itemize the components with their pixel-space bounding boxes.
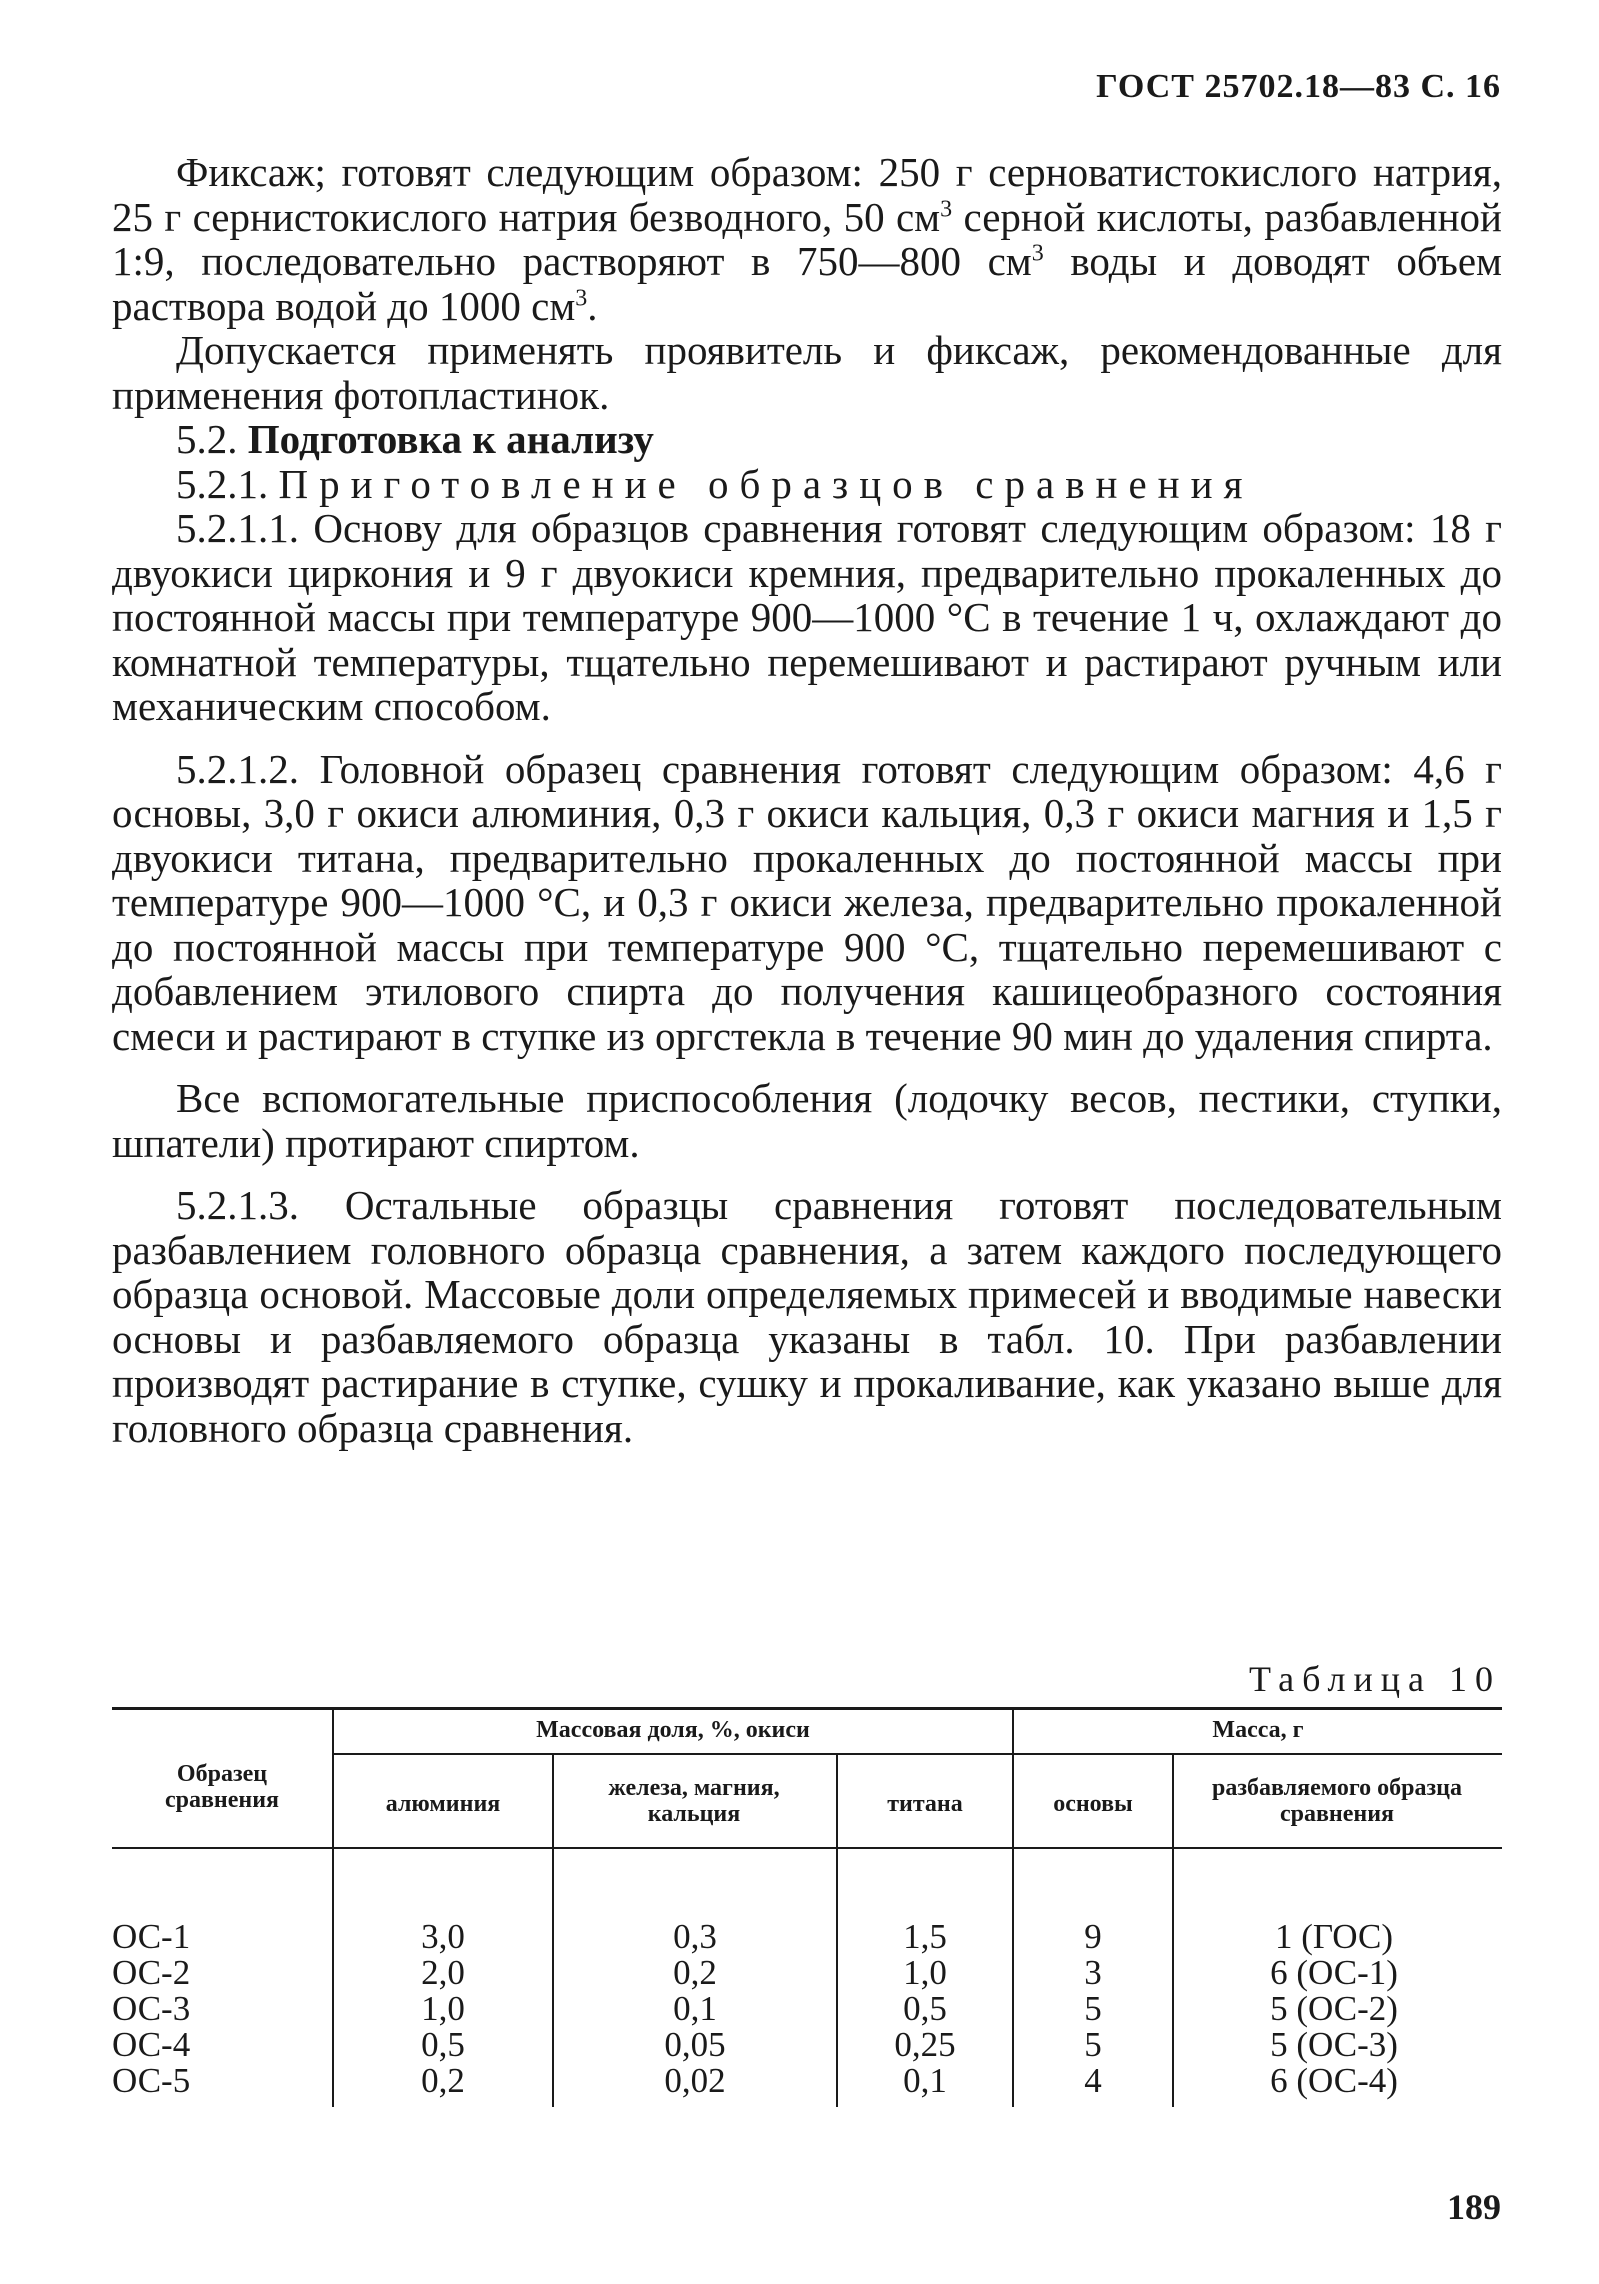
running-header: ГОСТ 25702.18—83 С. 16 <box>1096 68 1501 105</box>
header-iron-mg-ca: железа, магния, кальция <box>608 1775 780 1827</box>
page-number: 189 <box>1447 2187 1501 2227</box>
table-top-rule <box>112 1707 1502 1710</box>
section-5-2-1-heading: 5.2.1. Приготовление образцов сравнения <box>176 460 1254 507</box>
table-cell-aluminum: 3,0 <box>421 1917 465 1956</box>
header-sample: Образец сравнения <box>164 1761 280 1813</box>
header-mass: Масса, г <box>1212 1717 1304 1743</box>
header-mass-fraction: Массовая доля, %, окиси <box>536 1717 810 1743</box>
table-cell-iron: 0,02 <box>664 2061 726 2100</box>
table-cell-diluted: 5 (ОС-2) <box>1270 1989 1398 2028</box>
table-cell-titanium: 1,5 <box>903 1917 947 1956</box>
paragraph-5-2-1-1: 5.2.1.1. Основу для образцов сравнения готовят следующим образом: 18 г двуокиси циркония и 9 г двуокиси кремния, предварительно прокаленных до постоянной массы при температуре 900—1000 °С в течение 1 ч, охлаждают до комнатной температуры, тщательно перемешивают и растирают ручным или механическим способом. <box>112 505 1502 729</box>
section-5-2-heading: 5.2. Подготовка к анализу <box>176 416 654 462</box>
table-cell-titanium: 0,1 <box>903 2061 947 2100</box>
header-base: основы <box>1053 1791 1133 1817</box>
section-5-2-1-title: Приготовление образцов сравнения <box>278 460 1254 507</box>
table-cell-base: 9 <box>1084 1917 1102 1956</box>
table-cell-sample: ОС-3 <box>112 1989 191 2028</box>
table-cell-iron: 0,2 <box>673 1953 717 1992</box>
paragraph-5-2-1-3: 5.2.1.3. Остальные образцы сравнения готовят последовательным разбавлением головного образца сравнения, а затем каждого последующего образца основой. Массовые доли определяемых примесей и вводимые навески основы и разбавляемого образца указаны в табл. 10. При разбавлении производят растирание в ступке, сушку и прокаливание, как указано выше для головного образца сравнения. <box>112 1182 1502 1451</box>
data-table <box>112 1707 1502 2107</box>
table-cell-base: 4 <box>1084 2061 1102 2100</box>
paragraph-5-2-1-2: 5.2.1.2. Головной образец сравнения готовят следующим образом: 4,6 г основы, 3,0 г окиси алюминия, 0,3 г окиси кальция, 0,3 г окиси магния и 1,5 г двуокиси титана, предварительно прокаленных до постоянной массы при температуре 900—1000 °С, и 0,3 г окиси железа, предварительно прокаленной до постоянной массы при температуре 900 °С, тщательно перемешивают с добавлением этилового спирта до получения кашицеобразного состояния смеси и растирают в ступке из оргстекла в течение 90 мин до удаления спирта. <box>112 745 1502 1059</box>
table-cell-aluminum: 0,2 <box>421 2061 465 2100</box>
table-cell-aluminum: 0,5 <box>421 2025 465 2064</box>
table-cell-aluminum: 1,0 <box>421 1989 465 2028</box>
document-body <box>112 150 1502 1450</box>
table-cell-sample: ОС-1 <box>112 1917 191 1956</box>
paragraph-auxiliary: Все вспомогательные приспособления (лодочку весов, пестики, ступки, шпатели) протирают спиртом. <box>112 1075 1502 1166</box>
table-cell-titanium: 0,5 <box>903 1989 947 2028</box>
table-cell-diluted: 5 (ОС-3) <box>1270 2025 1398 2064</box>
table-cell-diluted: 6 (ОС-1) <box>1270 1953 1398 1992</box>
table-caption: Таблица 10 <box>1249 1659 1501 1699</box>
header-titanium: титана <box>887 1791 963 1817</box>
table-cell-diluted: 6 (ОС-4) <box>1270 2061 1398 2100</box>
header-aluminum: алюминия <box>385 1791 501 1817</box>
table-cell-iron: 0,1 <box>673 1989 717 2028</box>
table-header-rule <box>112 1847 1502 1849</box>
table-cell-iron: 0,3 <box>673 1917 717 1956</box>
table-cell-base: 3 <box>1084 1953 1102 1992</box>
table-cell-base: 5 <box>1084 2025 1102 2064</box>
section-5-2-title: Подготовка к анализу <box>247 416 654 462</box>
table-cell-diluted: 1 (ГОС) <box>1275 1917 1393 1956</box>
table-cell-titanium: 1,0 <box>903 1953 947 1992</box>
paragraph-allowed: Допускается применять проявитель и фиксаж, рекомендованные для применения фотопластинок. <box>112 327 1502 418</box>
table-cell-sample: ОС-5 <box>112 2061 191 2100</box>
table-group-rule <box>332 1753 1502 1755</box>
table-cell-sample: ОС-2 <box>112 1953 191 1992</box>
header-diluted: разбавляемого образца сравнения <box>1212 1775 1462 1827</box>
table-cell-base: 5 <box>1084 1989 1102 2028</box>
table-cell-titanium: 0,25 <box>894 2025 956 2064</box>
paragraph-fixer: Фиксаж; готовят следующим образом: 250 г серноватистокислого натрия, 25 г сернистокислого натрия безводного, 50 $см^3$ серной кислоты, разбавленной 1:9, последовательно растворяют в 750—800 $см^3$ воды и доводят объем раствора водой до 1000 $см^3$. <box>112 149 1502 329</box>
table-cell-sample: ОС-4 <box>112 2025 191 2064</box>
table-cell-iron: 0,05 <box>664 2025 726 2064</box>
table-cell-aluminum: 2,0 <box>421 1953 465 1992</box>
